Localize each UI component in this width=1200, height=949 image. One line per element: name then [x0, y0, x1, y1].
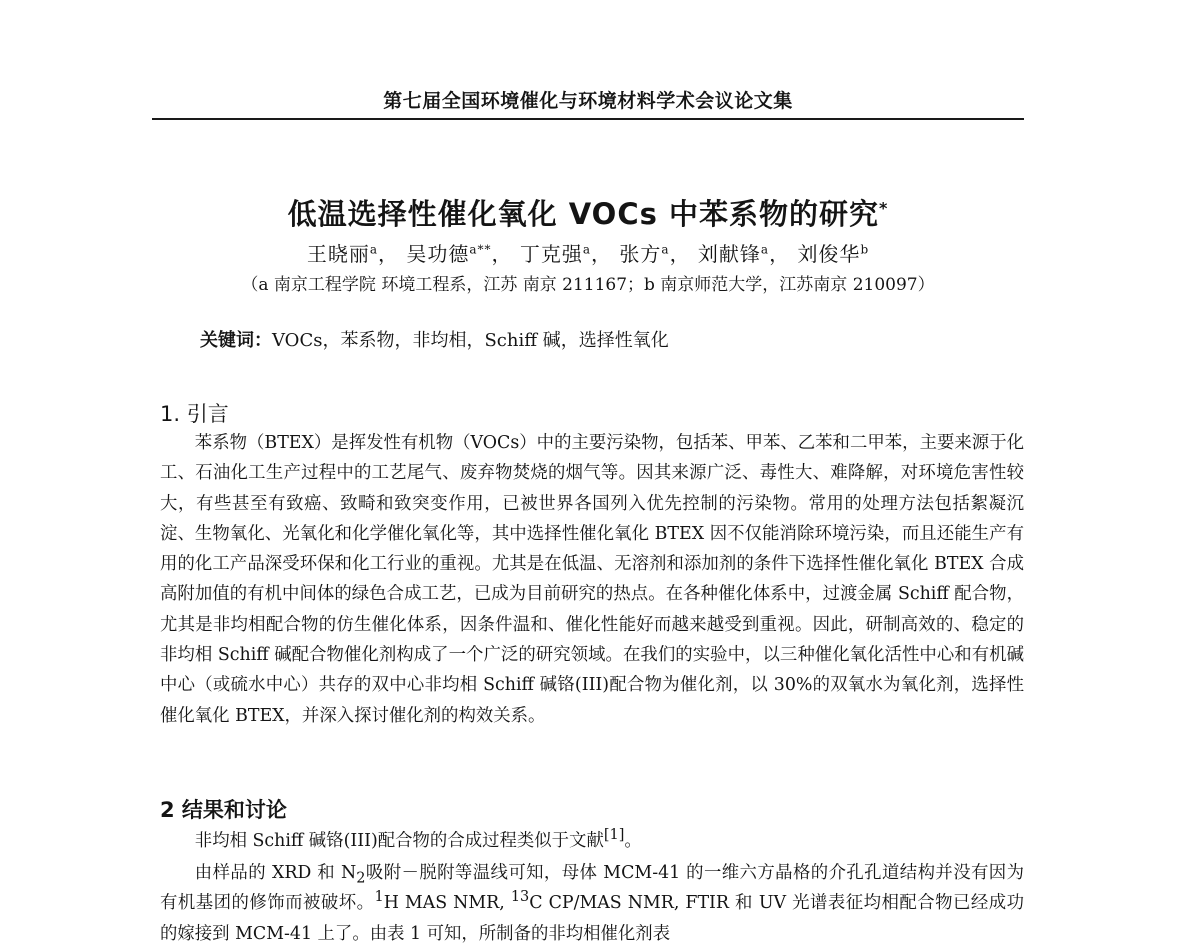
- author-name: 张方: [619, 242, 662, 266]
- author-name: 刘俊华: [797, 242, 861, 266]
- author: [307, 242, 378, 266]
- citation-ref: [1]: [603, 827, 625, 844]
- author-separator: ，: [491, 242, 513, 266]
- keywords: [200, 326, 1024, 352]
- results-paragraph-2: [160, 858, 1024, 949]
- introduction-paragraph: 苯系物（BTEX）是挥发性有机物（VOCs）中的主要污染物，包括苯、甲苯、乙苯和二甲苯，主要来源于化工、石油化工生产过程中的工艺尾气、废弃物焚烧的烟气等。因其来源广泛、毒性大、难降解，对环境危害性较大，有些甚至有致癌、致畸和致突变作用，已被世界各国列入优先控制的污染物。常用的处理方法包括絮凝沉淀、生物氧化、光氧化和化学催化氧化等，其中选择性催化氧化 BTEX 因不仅能消除环境污染，而且还能生产有用的化工产品深受环保和化工行业的重视。尤其是在低温、无溶剂和添加剂的条件下选择性催化氧化 BTEX 合成高附加值的有机中间体的绿色合成工艺，已成为目前研究的热点。在各种催化体系中，过渡金属 Schiff 配合物，尤其是非均相配合物的仿生催化体系，因条件温和、催化性能好而越来越受到重视。因此，研制高效的、稳定的非均相 Schiff 碱配合物催化剂构成了一个广泛的研究领域。在我们的实验中，以三种催化氧化活性中心和有机碱中心（或硫水中心）共存的双中心非均相 Schiff 碱铬(III)配合物为催化剂，以 30%的双氧水为氧化剂，选择性催化氧化 BTEX，并深入探讨催化剂的构效关系。: [160, 433, 1024, 726]
- author: [406, 242, 491, 266]
- author-mark: a: [760, 242, 770, 257]
- header-rule: [152, 118, 1024, 120]
- author-name: 丁克强: [519, 242, 583, 266]
- results-p2-a: 由样品的 XRD 和 N: [194, 863, 357, 883]
- author: [698, 242, 769, 266]
- author-mark: a: [582, 242, 592, 257]
- author-separator: ，: [769, 242, 791, 266]
- author-mark: a: [661, 242, 670, 257]
- author: [619, 242, 669, 266]
- affiliation: （a 南京工程学院 环境工程系，江苏 南京 211167；b 南京师范大学，江苏南京 210097）: [241, 275, 935, 295]
- subscript-2: 2: [356, 870, 366, 887]
- results-p2-d: C CP/MAS NMR, FTIR 和 UV 光谱表征均相配合物已经成功的嫁接到 MCM-41 上了。由表 1 可知，所制备的非均相催化剂表: [160, 893, 1024, 944]
- author-list: [152, 238, 1024, 267]
- author-separator: ，: [378, 242, 400, 266]
- results-paragraph-1: [160, 826, 1024, 856]
- keywords-label: 关键词：: [200, 330, 272, 351]
- section-heading-results: 2 结果和讨论: [160, 798, 287, 822]
- section-heading-introduction: 1. 引言: [160, 402, 229, 426]
- title-footnote-mark: *: [878, 198, 889, 218]
- running-header: 第七届全国环境催化与环境材料学术会议论文集: [383, 90, 793, 112]
- keywords-text: VOCs，苯系物，非均相，Schiff 碱，选择性氧化: [272, 330, 669, 351]
- paper-title-text: 低温选择性催化氧化 VOCs 中苯系物的研究: [287, 197, 879, 231]
- author-mark: a: [369, 242, 379, 257]
- author-mark: b: [860, 242, 870, 257]
- superscript-1: 1: [374, 889, 384, 906]
- paper-title: [152, 192, 1024, 233]
- results-p2-c: H MAS NMR,: [383, 893, 511, 914]
- author-name: 吴功德: [406, 242, 470, 266]
- author-separator: ，: [669, 242, 691, 266]
- results-p2-b: 吸附－脱附等温线可知，母体 MCM-41 的一维六方晶格的介孔孔道结构并没有因为有机基团的修饰而被破坏。: [160, 863, 1024, 914]
- author-mark: a**: [469, 242, 492, 257]
- results-p1-text: 非均相 Schiff 碱铬(III)配合物的合成过程类似于文献: [194, 831, 604, 851]
- author-separator: ，: [591, 242, 613, 266]
- author: [520, 242, 591, 266]
- superscript-13: 13: [510, 889, 530, 906]
- author: [797, 242, 869, 266]
- author-name: 刘献锋: [697, 242, 761, 266]
- results-p1-end: 。: [624, 831, 642, 851]
- author-name: 王晓丽: [306, 242, 370, 266]
